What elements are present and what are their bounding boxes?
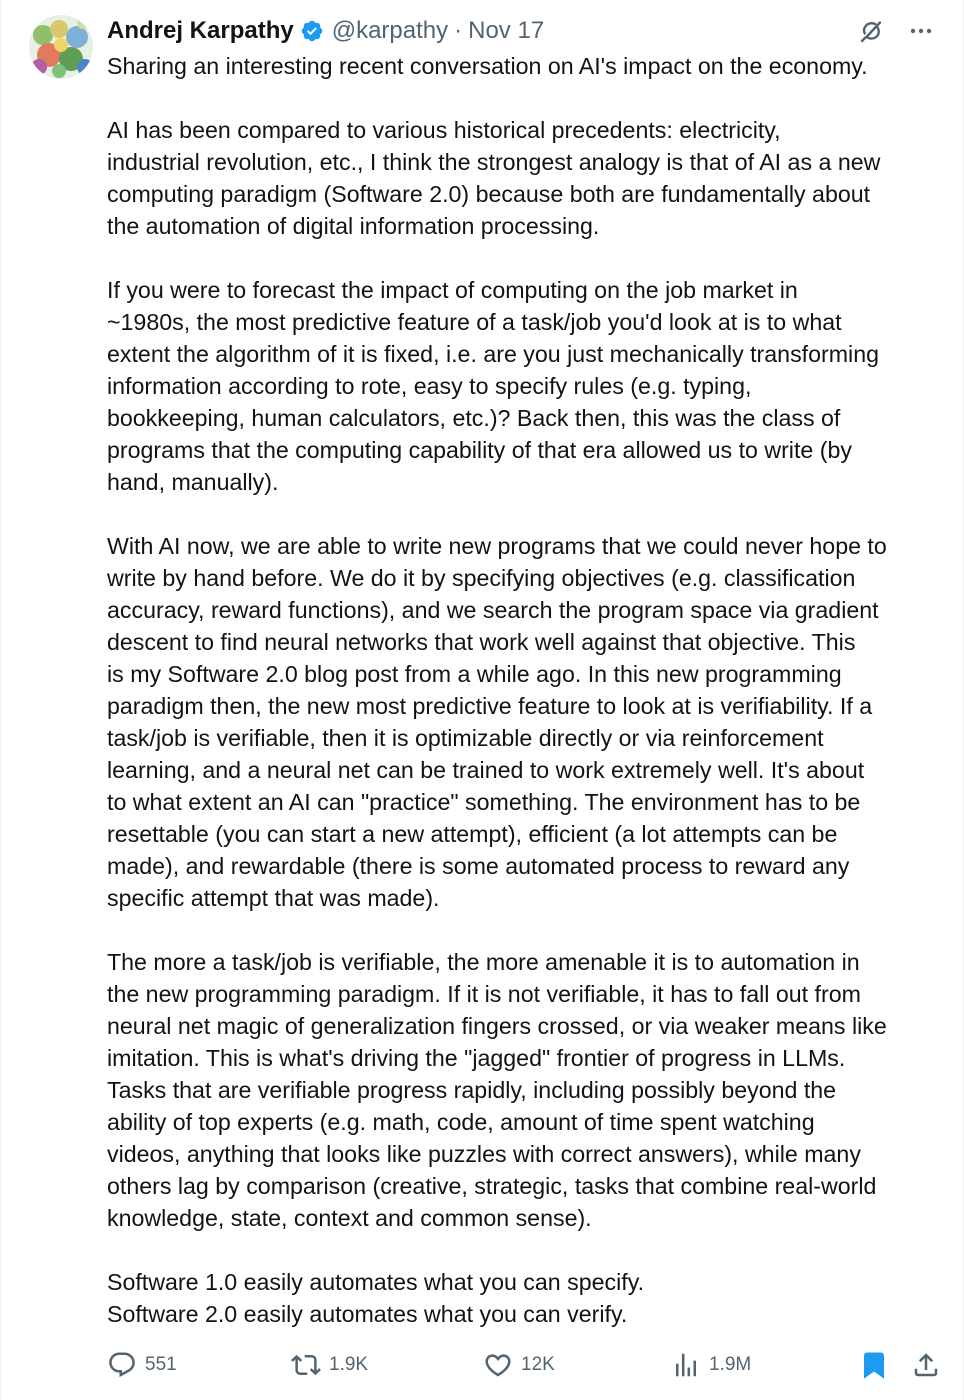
like-count: 12K (521, 1354, 555, 1375)
reply-count: 551 (145, 1354, 177, 1375)
author-handle[interactable]: @karpathy (331, 17, 449, 44)
tweet-paragraph: AI has been compared to various historical precedents: electricity, industrial revolution, etc., I think the strongest analogy is that of AI as a new computing paradigm (Software 2.0) because both are fundamentally about the automation of digital information processing. (107, 117, 881, 239)
author-name[interactable]: Andrej Karpathy (107, 17, 294, 44)
more-icon[interactable] (907, 17, 935, 45)
tweet-paragraph: Sharing an interesting recent conversation on AI's impact on the economy. (107, 53, 868, 79)
tweet-header (107, 14, 544, 48)
tweet-paragraph: With AI now, we are able to write new programs that we could never hope to write by hand before. We do it by specifying objectives (e.g. classification accuracy, reward functions), and we search the program space via gradient descent to find neural networks that work well against that objective. This is my Software 2.0 blog post from a while ago. In this new programming paradigm then, the new most predictive feature to look at is verifiability. If a task/job is verifiable, then it is optimizable directly or via reinforcement learning, and a neural net can be trained to work extremely well. It's about to what extent an AI can "practice" something. The environment has to be resettable (you can start a new attempt), efficient (a lot attempts can be made), and rewardable (there is some automated process to reward any specific attempt that was made). (107, 533, 887, 911)
repost-count: 1.9K (329, 1354, 369, 1375)
like-button[interactable] (483, 1348, 555, 1382)
views-icon (671, 1350, 701, 1380)
views-count: 1.9M (709, 1354, 752, 1375)
repost-icon (291, 1350, 321, 1380)
top-actions (857, 14, 935, 48)
tweet-paragraph: The more a task/job is verifiable, the more amenable it is to automation in the new programming paradigm. If it is not verifiable, it has to fall out from neural net magic of generalization fingers crossed, or via weaker means like imitation. This is what's driving the "jagged" frontier of progress in LLMs. Tasks that are verifiable progress rapidly, including possibly beyond the ability of top experts (e.g. math, code, amount of time spent watching videos, anything that looks like puzzles with correct answers), while many others lag by comparison (creative, strategic, tasks that combine real-world knowledge, state, context and common sense). (107, 949, 887, 1231)
separator: · (454, 17, 463, 44)
share-button[interactable] (911, 1348, 941, 1382)
bookmark-button[interactable] (859, 1348, 889, 1382)
tweet-text (107, 50, 947, 1330)
reply-button[interactable] (107, 1348, 177, 1382)
tweet-paragraph: Software 1.0 easily automates what you can specify. Software 2.0 easily automates what you can verify. (107, 1269, 645, 1327)
reply-icon (107, 1350, 137, 1380)
grok-icon[interactable] (857, 16, 887, 46)
repost-button[interactable] (291, 1348, 368, 1382)
timestamp[interactable]: Nov 17 (468, 17, 545, 44)
action-bar (107, 1348, 939, 1382)
verified-badge-icon[interactable] (300, 19, 324, 43)
avatar[interactable] (29, 15, 93, 79)
heart-icon (483, 1350, 513, 1380)
views-button[interactable] (671, 1348, 751, 1382)
tweet-paragraph: If you were to forecast the impact of computing on the job market in ~1980s, the most predictive feature of a task/job you'd look at is to what extent the algorithm of it is fixed, i.e. are you just mechanically transforming information according to rote, easy to specify rules (e.g. typing, bookkeeping, human calculators, etc.)? Back then, this was the class of programs that the computing capability of that era allowed us to write (by hand, manually). (107, 277, 879, 495)
bookmark-icon (859, 1350, 889, 1380)
share-icon (911, 1350, 941, 1380)
